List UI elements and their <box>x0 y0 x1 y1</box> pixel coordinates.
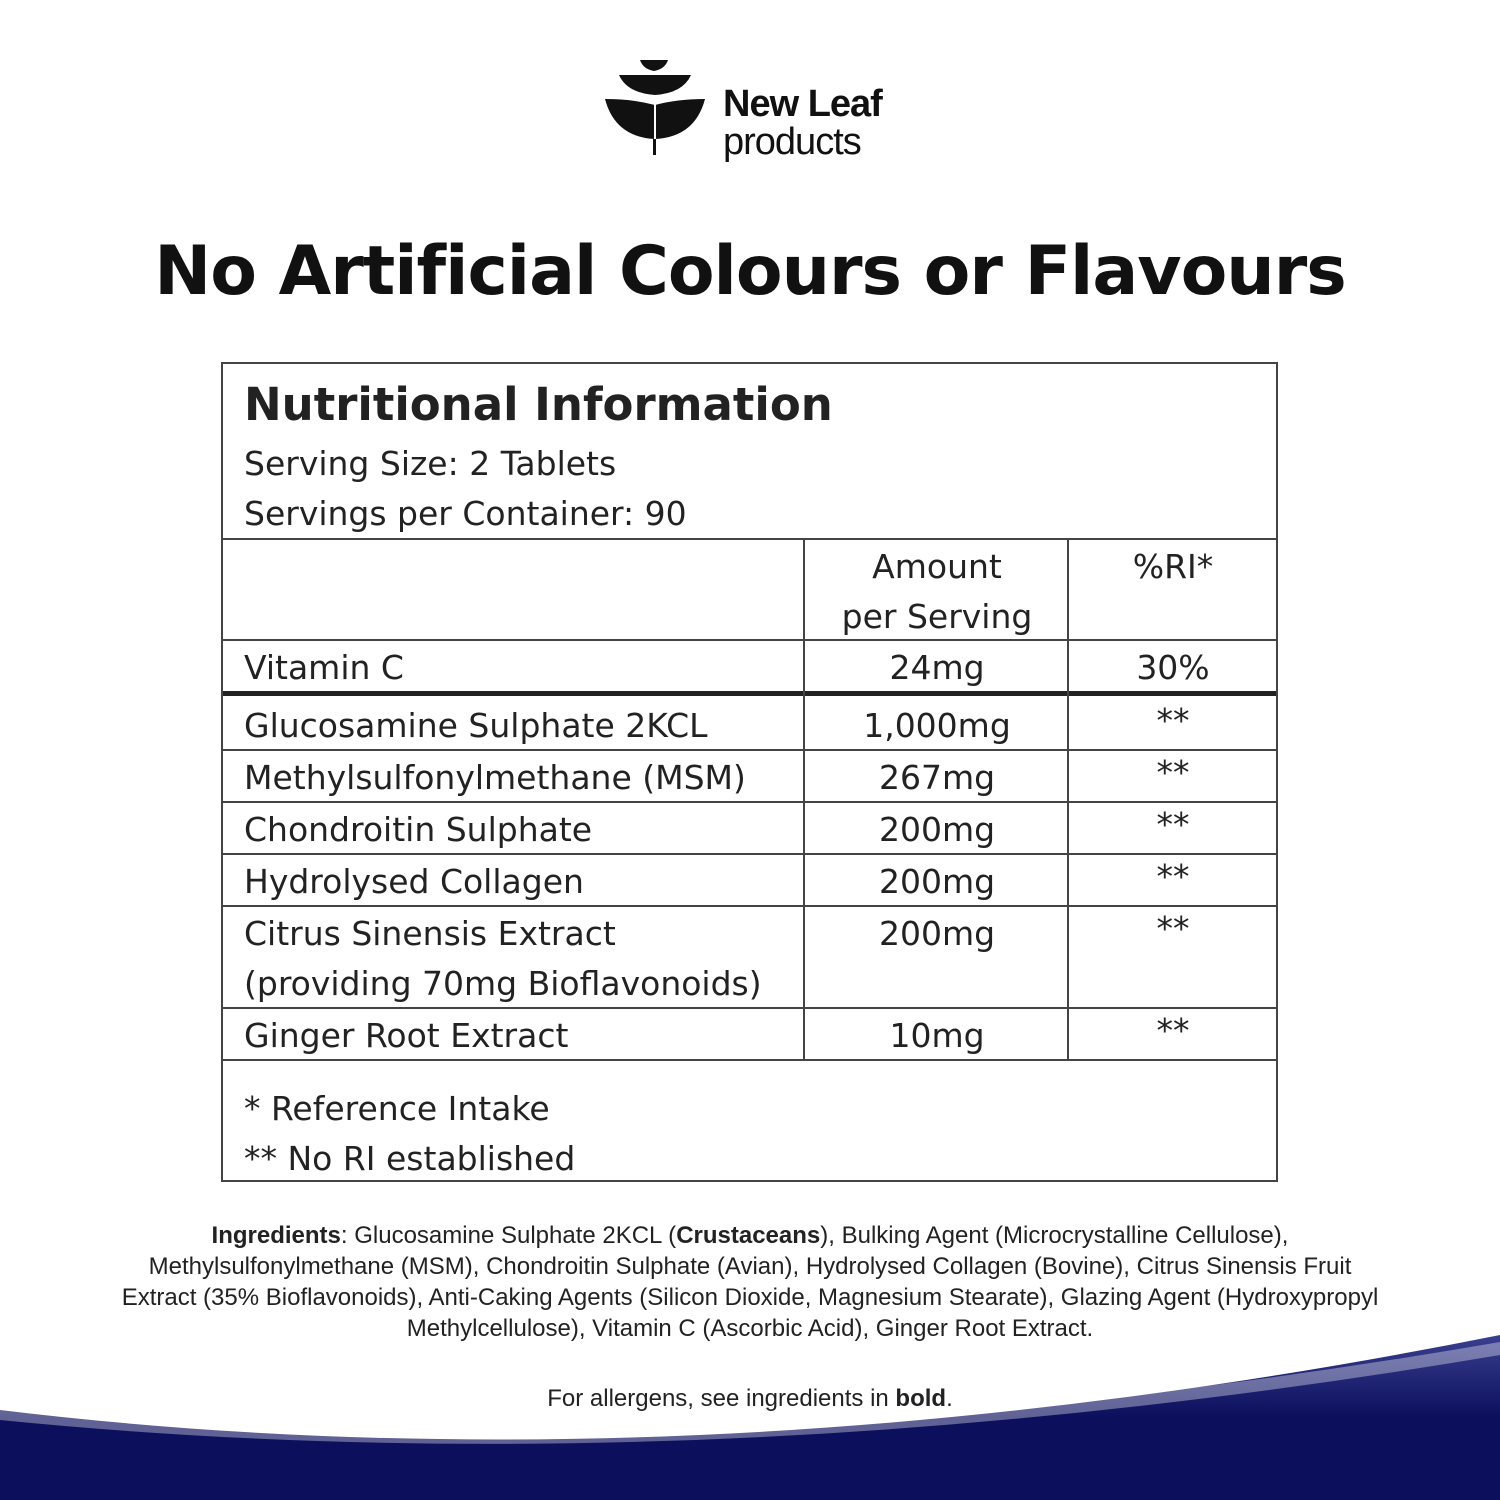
brand-name: New Leaf <box>723 83 882 125</box>
ingredients-part1: : Glucosamine Sulphate 2KCL ( <box>340 1222 677 1249</box>
panel-title: Nutritional Information <box>244 378 833 431</box>
nutrient-name: Citrus Sinensis Extract <box>244 914 616 953</box>
column-divider <box>803 538 805 1061</box>
header-amount-line1: Amount <box>872 547 1002 586</box>
leaf-tree-icon <box>603 55 713 165</box>
nutrient-ri: 30% <box>1136 648 1210 687</box>
brand-subtitle: products <box>723 121 861 163</box>
nutrient-name: Ginger Root Extract <box>244 1016 569 1055</box>
nutrient-ri: ** <box>1156 701 1190 740</box>
ingredients-allergen: Crustaceans <box>676 1222 821 1249</box>
nutrient-name: Chondroitin Sulphate <box>244 810 593 849</box>
allergen-note-bold: bold <box>895 1385 947 1412</box>
ingredients-part2: ), Bulking Agent (Microcrystalline Cellulose), Methylsulfonylmethane (MSM), Chondroitin Sulphate (Avian), Hydrolysed Collagen (Bovine), Citrus Sinensis Fruit Extract (35% Bioflavonoids), Anti-Caking Agents (Silicon Dioxide, Magnesium Stearate), Glazing Agent (Hydroxypropyl Methylcellulose), Vitamin C (Ascorbic Acid), Ginger Root Extract. <box>121 1222 1379 1342</box>
nutrient-amount: 200mg <box>878 862 996 901</box>
nutrient-amount: 267mg <box>878 758 996 797</box>
page-title: No Artificial Colours or Flavours <box>154 232 1346 311</box>
nutrient-amount: 200mg <box>878 914 996 953</box>
allergen-note <box>0 1385 1500 1413</box>
header-amount-line2: per Serving <box>841 597 1033 636</box>
nutrient-ri: ** <box>1156 857 1190 896</box>
nutrient-amount: 1,000mg <box>863 706 1011 745</box>
divider <box>223 538 1276 540</box>
nutrient-name: Glucosamine Sulphate 2KCL <box>244 706 708 745</box>
nutrient-ri: ** <box>1156 753 1190 792</box>
nutrient-ri: ** <box>1156 805 1190 844</box>
nutrient-ri: ** <box>1156 1011 1190 1050</box>
allergen-note-end: . <box>946 1385 953 1412</box>
nutrient-name: Vitamin C <box>244 648 404 687</box>
header-ri: %RI* <box>1132 547 1214 586</box>
nutrient-name: Methylsulfonylmethane (MSM) <box>244 758 746 797</box>
servings-per-container: Servings per Container: 90 <box>244 494 687 533</box>
nutrient-name-line2: (providing 70mg Bioflavonoids) <box>244 964 762 1003</box>
brand-logo <box>603 55 903 175</box>
nutrition-panel <box>221 362 1278 1182</box>
nutrient-amount: 200mg <box>878 810 996 849</box>
nutrient-amount: 10mg <box>889 1016 985 1055</box>
footnote-reference-intake: * Reference Intake <box>244 1089 550 1128</box>
divider <box>223 639 1276 641</box>
nutrient-amount: 24mg <box>889 648 985 687</box>
ingredients-label: Ingredients <box>211 1222 341 1249</box>
ingredients-text <box>120 1220 1380 1344</box>
serving-size: Serving Size: 2 Tablets <box>244 444 617 483</box>
allergen-note-text: For allergens, see ingredients in <box>547 1385 896 1412</box>
footnote-no-ri: ** No RI established <box>244 1139 576 1178</box>
nutrient-ri: ** <box>1156 909 1190 948</box>
nutrient-name: Hydrolysed Collagen <box>244 862 584 901</box>
